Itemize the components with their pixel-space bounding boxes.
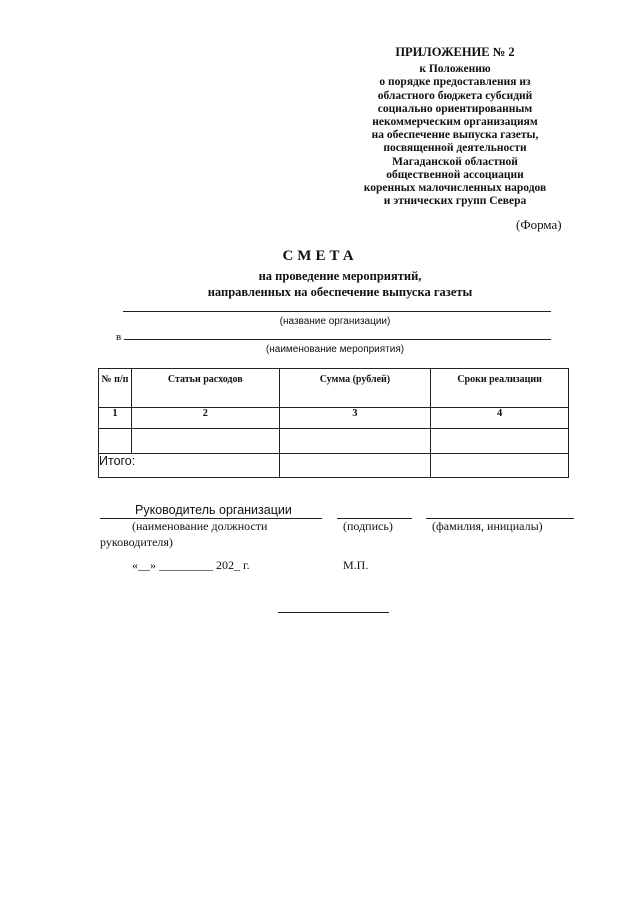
- org-name-caption: (название организации): [279, 316, 391, 327]
- column-number: 1: [99, 408, 132, 429]
- header-expense-items: Статьи расходов: [131, 369, 279, 408]
- full-name-caption: (фамилия, инициалы): [432, 519, 543, 533]
- table-header-row: [99, 369, 569, 408]
- column-number: 3: [279, 408, 431, 429]
- header-deadlines: Сроки реализации: [431, 369, 569, 408]
- event-name-field[interactable]: [124, 339, 551, 340]
- appendix-line: некоммерческим организациям: [372, 116, 538, 129]
- document-title: СМЕТА: [282, 248, 358, 264]
- header-amount: Сумма (рублей): [279, 369, 431, 408]
- appendix-line: Магаданской областной: [392, 155, 518, 168]
- appendix-line: коренных малочисленных народов: [363, 182, 547, 195]
- appendix-line: на обеспечение выпуска газеты,: [371, 129, 539, 142]
- column-number: 2: [131, 408, 279, 429]
- column-number: 4: [431, 408, 569, 429]
- table-row: [99, 429, 569, 454]
- appendix-line: и этнических групп Севера: [383, 195, 527, 208]
- org-name-field[interactable]: [123, 311, 551, 312]
- date-field[interactable]: «__» _________ 202_ г.: [132, 558, 250, 572]
- table-cell[interactable]: [131, 429, 279, 454]
- signature-caption: (подпись): [343, 519, 393, 533]
- document-subtitle: [170, 268, 510, 300]
- appendix-line: социально ориентированным: [377, 102, 533, 115]
- appendix-title: ПРИЛОЖЕНИЕ № 2: [395, 45, 515, 59]
- subtitle-line-1: на проведение мероприятий,: [258, 269, 422, 283]
- subtitle-line-2: направленных на обеспечение выпуска газеты: [207, 285, 473, 299]
- appendix-line: областного бюджета субсидий: [377, 89, 533, 102]
- appendix-line: к Положению: [419, 63, 491, 76]
- estimate-table: [98, 368, 569, 478]
- event-prefix: в: [116, 331, 122, 343]
- total-amount-cell[interactable]: [279, 454, 431, 478]
- table-cell[interactable]: [431, 429, 569, 454]
- appendix-line: посвященной деятельности: [383, 142, 527, 155]
- total-row: [99, 454, 569, 478]
- table-cell[interactable]: [99, 429, 132, 454]
- appendix-line: общественной ассоциации: [386, 168, 524, 181]
- total-deadline-cell[interactable]: [431, 454, 569, 478]
- table-cell[interactable]: [279, 429, 431, 454]
- column-number-row: [99, 408, 569, 429]
- event-name-caption: (наименование мероприятия): [265, 344, 405, 355]
- closing-divider: [278, 612, 389, 613]
- appendix-line: о порядке предоставления из: [379, 76, 531, 89]
- role-caption-continued: руководителя): [100, 535, 173, 549]
- stamp-label: М.П.: [343, 558, 369, 572]
- role-value: Руководитель организации: [135, 503, 292, 517]
- form-label: (Форма): [516, 217, 562, 232]
- header-number: № п/п: [99, 369, 132, 408]
- role-caption: (наименование должности: [132, 519, 268, 533]
- total-label: Итого:: [99, 454, 280, 478]
- appendix-header: [330, 46, 580, 208]
